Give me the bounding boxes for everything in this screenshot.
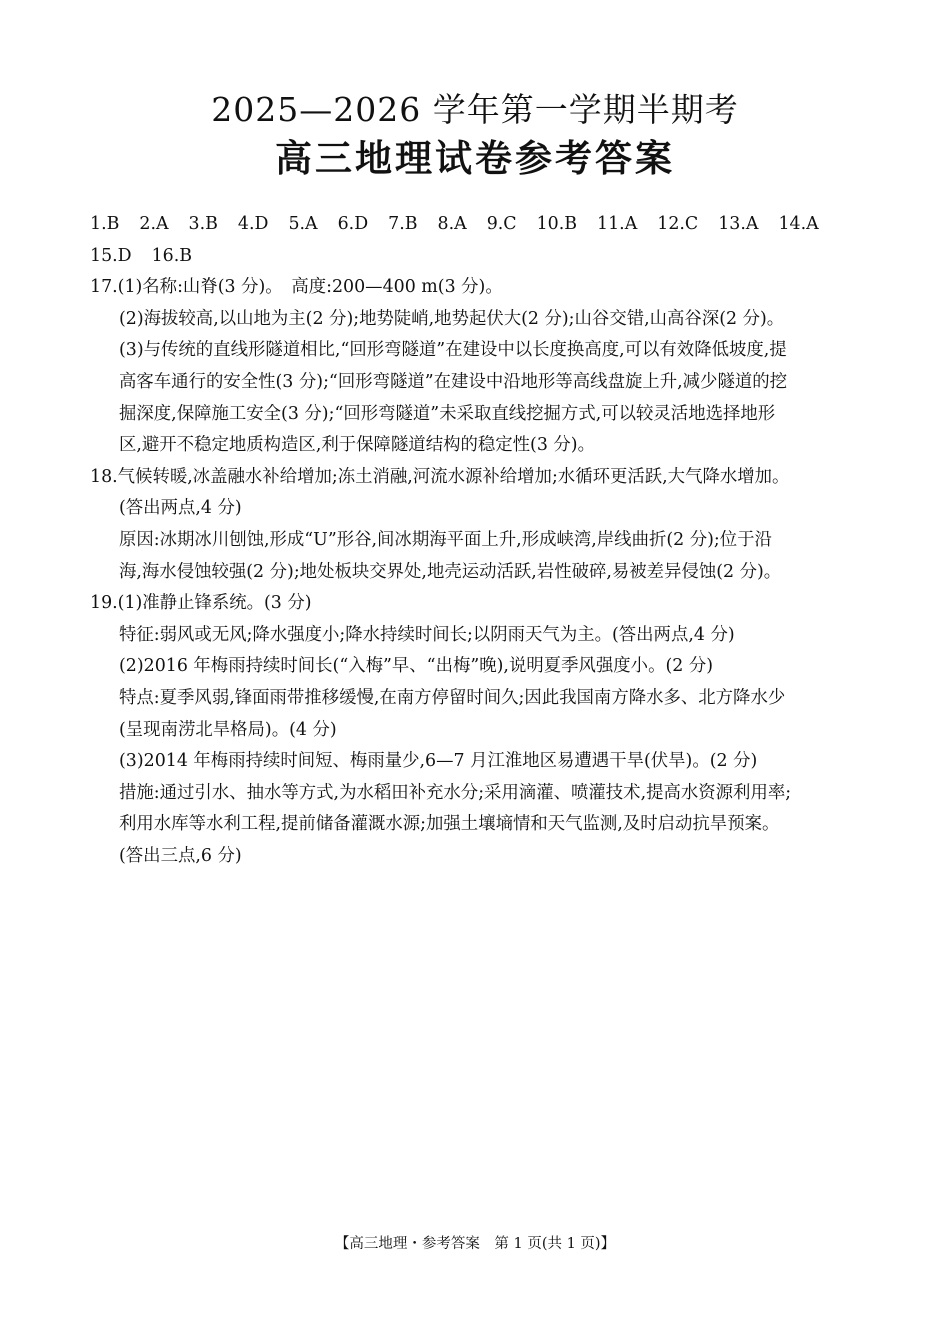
q19-line: 措施:通过引水、抽水等方式,为水稻田补充水分;采用滴灌、喷灌技术,提高水资源利用率; bbox=[119, 782, 792, 803]
document-title: 高三地理试卷参考答案 bbox=[275, 137, 675, 180]
q18-line: 原因:冰期冰川刨蚀,形成“U”形谷,间冰期海平面上升,形成峡湾,岸线曲折(2 分);位于沿 bbox=[119, 529, 772, 550]
q17-line: (3)与传统的直线形隧道相比,“回形弯隧道”在建设中以长度换高度,可以有效降低坡度,提 bbox=[119, 340, 787, 361]
choice-answer: 8.A bbox=[437, 214, 467, 234]
q17-line: 17.(1)名称:山脊(3 分)。 高度:200—400 m(3 分)。 bbox=[90, 277, 503, 298]
choice-answer: 12.C bbox=[657, 214, 699, 234]
q17-line: 高客车通行的安全性(3 分);“回形弯隧道”在建设中沿地形等高线盘旋上升,减少隧道的挖 bbox=[119, 371, 788, 392]
q19-line: 19.(1)准静止锋系统。(3 分) bbox=[90, 593, 312, 614]
q19-line: (2)2016 年梅雨持续时间长(“入梅”早、“出梅”晚),说明夏季风强度小。(2 分) bbox=[119, 656, 714, 677]
q19-line: (呈现南涝北旱格局)。(4 分) bbox=[119, 719, 337, 740]
choice-answers-row-1 bbox=[90, 209, 870, 241]
q17-line: 掘深度,保障施工安全(3 分);“回形弯隧道”未采取直线挖掘方式,可以较灵活地选择地形 bbox=[119, 403, 776, 424]
q17-line: (2)海拔较高,以山地为主(2 分);地势陡峭,地势起伏大(2 分);山谷交错,山高谷深(2 分)。 bbox=[119, 308, 785, 329]
q18-line: (答出两点,4 分) bbox=[119, 498, 242, 519]
exam-title: 2025—2026 学年第一学期半期考 bbox=[211, 90, 739, 129]
choice-answer: 7.B bbox=[388, 214, 418, 234]
q19-line: 利用水库等水利工程,提前储备灌溉水源;加强土壤墒情和天气监测,及时启动抗旱预案。 bbox=[119, 814, 780, 835]
choice-answer: 14.A bbox=[778, 214, 819, 234]
choice-answer: 3.B bbox=[188, 214, 218, 234]
choice-answer: 5.A bbox=[288, 214, 318, 234]
q19-line: 特点:夏季风弱,锋面雨带推移缓慢,在南方停留时间久;因此我国南方降水多、北方降水少 bbox=[119, 687, 786, 708]
q19-line: (3)2014 年梅雨持续时间短、梅雨量少,6—7 月江淮地区易遭遇干旱(伏旱)。(2 分) bbox=[119, 751, 758, 772]
choice-answer: 11.A bbox=[597, 214, 638, 234]
answer-content bbox=[90, 209, 870, 872]
choice-answer: 2.A bbox=[139, 214, 169, 234]
choice-answers-row-2 bbox=[90, 241, 870, 273]
choice-answer: 15.D bbox=[90, 245, 132, 266]
q17-line: 区,避开不稳定地质构造区,利于保障隧道结构的稳定性(3 分)。 bbox=[119, 435, 595, 456]
choice-answer: 9.C bbox=[486, 214, 517, 234]
choice-answer: 13.A bbox=[718, 214, 759, 234]
page-footer: 【高三地理・参考答案 第 1 页(共 1 页)】 bbox=[334, 1236, 616, 1252]
choice-answer: 6.D bbox=[337, 214, 369, 234]
q19-line: (答出三点,6 分) bbox=[119, 845, 242, 866]
choice-answer: 4.D bbox=[237, 214, 269, 234]
choice-answer: 10.B bbox=[536, 214, 578, 234]
q18-line: 18.气候转暖,冰盖融水补给增加;冻土消融,河流水源补给增加;水循环更活跃,大气降水增加。 bbox=[90, 466, 790, 487]
q18-line: 海,海水侵蚀较强(2 分);地处板块交界处,地壳运动活跃,岩性破碎,易被差异侵蚀(2 分)。 bbox=[119, 561, 782, 582]
choice-answer: 16.B bbox=[151, 245, 193, 266]
q19-line: 特征:弱风或无风;降水强度小;降水持续时间长;以阴雨天气为主。(答出两点,4 分) bbox=[119, 624, 735, 645]
choice-answer: 1.B bbox=[90, 214, 120, 234]
